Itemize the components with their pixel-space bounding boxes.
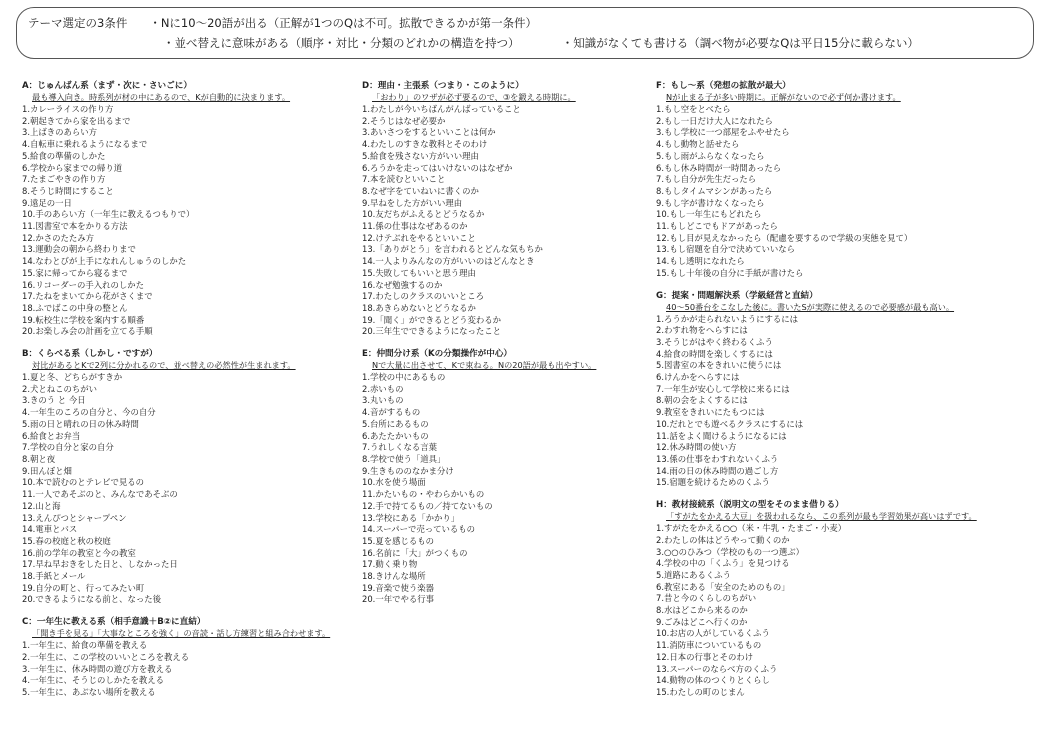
section-title: B：くらべる系（しかし・ですが） xyxy=(22,349,158,360)
theme-item: 12.もし目が見えなかったら（配慮を要するので学級の実態を見て） xyxy=(656,232,913,243)
theme-item: 14.スーパーで売っているもの xyxy=(362,524,475,535)
theme-item: 8.水はどこから来るのか xyxy=(656,605,748,616)
theme-item: 13.スーパーのならべ方のくふう xyxy=(656,663,778,674)
theme-item: 9.生きもののなかま分け xyxy=(362,465,454,476)
theme-item: 10.だれとでも遊べるクラスにするには xyxy=(656,418,804,429)
theme-section xyxy=(22,616,362,699)
theme-item: 15.夏を感じるもの xyxy=(362,535,434,546)
theme-item: 9.ごみはどこへ行くのか xyxy=(656,616,748,627)
theme-item: 9.もし字が書けなくなったら xyxy=(656,197,765,208)
theme-item: 16.前の学年の教室と今の教室 xyxy=(22,547,136,558)
section-title: G：提案・問題解決系（学級経営と直結） xyxy=(656,290,818,301)
theme-item: 5.道路にあるくふう xyxy=(656,569,731,580)
theme-item: 15.春の校庭と秋の校庭 xyxy=(22,535,111,546)
theme-item: 11.係の仕事はなぜあるのか xyxy=(362,221,468,232)
theme-item: 4.給食の時間を楽しくするには xyxy=(656,348,773,359)
theme-item: 11.かたいもの・やわらかいもの xyxy=(362,489,485,500)
theme-item: 16.リコーダーの手入れのしかた xyxy=(22,279,145,290)
theme-section xyxy=(656,290,1036,490)
theme-item: 18.あきらめないとどうなるか xyxy=(362,302,476,313)
theme-item: 14.一人よりみんなの方がいいのはどんなとき xyxy=(362,256,535,267)
theme-item: 15.わたしの町のじまん xyxy=(656,686,745,697)
theme-item: 10.友だちがふえるとどうなるか xyxy=(362,209,485,220)
theme-item: 6.教室にある「安全のためのもの」 xyxy=(656,581,790,592)
theme-item: 6.もし休み時間が一時間あったら xyxy=(656,162,782,173)
theme-item: 2.もし一日だけ大人になれたら xyxy=(656,115,773,126)
theme-section xyxy=(362,348,702,606)
theme-item: 5.図書室の本をきれいに使うには xyxy=(656,360,782,371)
theme-item: 15.家に帰ってから寝るまで xyxy=(22,267,128,278)
column-3 xyxy=(656,80,1036,709)
theme-item: 4.もし動物と話せたら xyxy=(656,139,740,150)
theme-section xyxy=(656,80,1036,280)
theme-item: 7.昔と今のくらしのちがい xyxy=(656,593,757,604)
theme-item: 20.三年生でできるようになったこと xyxy=(362,326,501,337)
condition-2: ・並べ替えに意味がある（順序・対比・分類のどれかの構造を持つ） xyxy=(163,36,514,50)
theme-item: 12.かさのたたみ方 xyxy=(22,232,94,243)
theme-item: 3.きのう と 今日 xyxy=(22,395,86,406)
theme-item: 7.もし自分が先生だったら xyxy=(656,174,757,185)
theme-item: 19.音楽で使う楽器 xyxy=(362,582,434,593)
theme-item: 20.できるようになる前と、なった後 xyxy=(22,594,161,605)
theme-item: 8.朝と夜 xyxy=(22,453,56,464)
theme-item: 12.日本の行事とそのわけ xyxy=(656,651,754,662)
theme-item: 4.音がするもの xyxy=(362,407,421,418)
theme-item: 7.うれしくなる言葉 xyxy=(362,442,437,453)
theme-item: 3.あいさつをするといいことは何か xyxy=(362,127,496,138)
theme-item: 4.自転車に乗れるようになるまで xyxy=(22,139,148,150)
theme-item: 3.そうじがはやく終わるくふう xyxy=(656,336,773,347)
theme-item: 6.ろうかを走ってはいけないのはなぜか xyxy=(362,162,513,173)
section-note: 「聞き手を見る」「大事なところを強く」の音読・話し方練習と組み合わせます。 xyxy=(32,628,331,639)
theme-item: 16.なぜ勉強するのか xyxy=(362,279,443,290)
theme-item: 18.ふでばこの中身の整とん xyxy=(22,302,128,313)
theme-item: 2.一年生に、この学校のいいところを教える xyxy=(22,651,190,662)
theme-item: 3.一年生に、休み時間の遊び方を教える xyxy=(22,663,173,674)
section-title: H：教材接続系（説明文の型をそのまま借りる） xyxy=(656,500,844,511)
theme-item: 1.ろうかが走られないようにするには xyxy=(656,313,798,324)
section-note: Nが止まる子が多い時期に。正解がないので必ず何か書けます。 xyxy=(666,92,901,102)
conditions-title: テーマ選定の3条件 xyxy=(28,16,128,30)
theme-item: 5.給食の準備のしかた xyxy=(22,150,106,161)
theme-item: 2.そうじはなぜ必要か xyxy=(362,115,446,126)
theme-item: 2.わたしの体はどうやって動くのか xyxy=(656,534,790,545)
section-title: D：理由・主張系（つまり・このように） xyxy=(362,81,524,91)
theme-item: 8.朝の会をよくするには xyxy=(656,395,748,406)
theme-item: 19.「聞く」ができるとどう変わるか xyxy=(362,314,501,325)
theme-item: 7.一年生が安心して学校に来るには xyxy=(656,383,790,394)
theme-item: 20.一年でやる行事 xyxy=(362,594,434,605)
theme-item: 14.なわとびが上手になれんしゅうのしかた xyxy=(22,256,187,267)
theme-item: 8.そうじ時間にすること xyxy=(22,185,114,196)
theme-item: 12.山と海 xyxy=(22,500,61,511)
condition-3: ・知識がなくても書ける（調べ物が必要なQは平日15分に載らない） xyxy=(561,36,919,50)
theme-item: 13.係の仕事をわすれないくふう xyxy=(656,453,779,464)
theme-item: 13.学校にある「かかり」 xyxy=(362,512,460,523)
theme-item: 13.運動会の朝から終わりまで xyxy=(22,244,136,255)
theme-item: 8.学校で使う「道具」 xyxy=(362,453,446,464)
theme-item: 9.教室をきれいにたもつには xyxy=(656,407,765,418)
section-note: 40～50番台をこなした後に。書いたSが実際に使えるので必要感が最も高い。 xyxy=(666,301,955,312)
theme-item: 9.遠足の一日 xyxy=(22,197,72,208)
theme-item: 1.わたしが今いちばんがんばっていること xyxy=(362,104,521,114)
theme-item: 13.「ありがとう」を言われるとどんな気もちか xyxy=(362,244,543,255)
theme-item: 4.学校の中の「くふう」を見つける xyxy=(656,558,790,569)
conditions-box xyxy=(16,7,1034,59)
theme-item: 6.学校から家までの帰り道 xyxy=(22,162,123,173)
theme-item: 7.たまごやきの作り方 xyxy=(22,174,106,185)
theme-item: 12.けテぶれをやるといいこと xyxy=(362,232,476,243)
theme-item: 10.本で読むのとテレビで見るの xyxy=(22,477,145,488)
theme-item: 10.手のあらい方（一年生に教えるつもりで） xyxy=(22,209,195,220)
theme-item: 3.もし学校に一つ部屋をふやせたら xyxy=(656,127,790,138)
theme-item: 10.もし一年生にもどれたら xyxy=(656,209,762,220)
theme-item: 17.動く乗り物 xyxy=(362,559,418,570)
theme-item: 6.給食とお弁当 xyxy=(22,430,81,441)
theme-item: 19.自分の町と、行ってみたい町 xyxy=(22,582,145,593)
theme-item: 8.もしタイムマシンがあったら xyxy=(656,185,773,196)
theme-item: 14.動物の体のつくりとくらし xyxy=(656,675,770,686)
section-title: E：仲間分け系（Kの分類操作が中心） xyxy=(362,349,513,360)
theme-item: 15.もし十年後の自分に手紙が書けたら xyxy=(656,267,804,278)
theme-item: 11.話をよく聞けるようになるには xyxy=(656,430,787,441)
theme-item: 10.水を使う場面 xyxy=(362,477,426,488)
theme-section xyxy=(362,80,702,338)
theme-item: 6.けんかをへらすには xyxy=(656,372,740,383)
theme-item: 1.一年生に、給食の準備を教える xyxy=(22,640,148,651)
theme-section xyxy=(22,348,362,606)
section-note: 「すがたをかえる大豆」を扱われるなら、この系列が最も学習効果が高いはずです。 xyxy=(666,511,977,522)
theme-item: 1.学校の中にあるもの xyxy=(362,372,446,383)
theme-section xyxy=(22,80,362,338)
theme-item: 10.お店の人がしているくふう xyxy=(656,628,770,639)
theme-item: 1.カレーライスの作り方 xyxy=(22,104,114,114)
section-note: 対比があるとKで2列に分かれるので、並べ替えの必然性が生まれます。 xyxy=(32,360,296,371)
theme-item: 2.わすれ物をへらすには xyxy=(656,325,748,336)
theme-item: 11.一人であそぶのと、みんなであそぶの xyxy=(22,489,178,500)
theme-item: 4.わたしのすきな教科とそのわけ xyxy=(362,139,488,150)
column-1 xyxy=(22,80,362,709)
theme-item: 14.電車とバス xyxy=(22,524,78,535)
theme-item: 18.きけんな場所 xyxy=(362,571,426,582)
theme-item: 8.なぜ字をていねいに書くのか xyxy=(362,185,479,196)
theme-item: 1.夏と冬、どちらがすきか xyxy=(22,372,123,383)
theme-section xyxy=(656,499,1036,699)
theme-item: 4.一年生に、そうじのしかたを教える xyxy=(22,675,164,686)
theme-item: 13.もし宿題を自分で決めていいなら xyxy=(656,244,795,255)
theme-item: 12.手で持てるもの／持てないもの xyxy=(362,500,493,511)
theme-item: 1.すがたをかえる○○（米・牛乳・たまご・小麦） xyxy=(656,523,847,534)
theme-item: 13.えんぴつとシャープペン xyxy=(22,512,127,523)
theme-item: 6.あたたかいもの xyxy=(362,430,429,441)
theme-item: 5.雨の日と晴れの日の休み時間 xyxy=(22,418,139,429)
theme-item: 5.もし雨がふらなくなったら xyxy=(656,150,765,161)
section-note: 「おわり」のワザが必ず要るので、③を鍛える時期に。 xyxy=(372,92,576,102)
section-title: C：一年生に教える系（相手意識＋B②に直結） xyxy=(22,617,206,628)
theme-item: 18.手紙とメール xyxy=(22,571,86,582)
theme-item: 5.一年生に、あぶない場所を教える xyxy=(22,686,156,697)
conditions-line-1 xyxy=(28,14,537,33)
theme-item: 15.宿題を続けるためのくふう xyxy=(656,477,770,488)
theme-item: 11.図書室で本をかりる方法 xyxy=(22,221,128,232)
theme-item: 2.犬とねこのちがい xyxy=(22,383,97,394)
theme-item: 9.田んぼと畑 xyxy=(22,465,72,476)
theme-item: 2.朝起きてから家を出るまで xyxy=(22,115,131,126)
theme-item: 9.早ねをした方がいい理由 xyxy=(362,197,463,208)
theme-item: 17.たねをまいてから花がさくまで xyxy=(22,291,153,302)
conditions-line-2 xyxy=(163,34,919,53)
theme-item: 16.名前に「大」がつくもの xyxy=(362,547,468,558)
theme-item: 7.本を読むといいこと xyxy=(362,174,446,185)
section-title: F：もし～系（発想の拡散が最大） xyxy=(656,81,791,91)
theme-item: 2.赤いもの xyxy=(362,383,404,394)
theme-item: 7.学校の自分と家の自分 xyxy=(22,442,114,453)
theme-item: 14.雨の日の休み時間の過ごし方 xyxy=(656,465,779,476)
theme-item: 5.台所にあるもの xyxy=(362,418,429,429)
condition-1: ・Nに10～20語が出る（正解が1つのQは不可。拡散できるかが第一条件） xyxy=(149,16,538,30)
section-title: A：じゅんばん系（まず・次に・さいごに） xyxy=(22,81,192,91)
theme-item: 19.転校生に学校を案内する順番 xyxy=(22,314,145,325)
theme-item: 14.もし透明になれたら xyxy=(656,256,745,267)
theme-item: 17.早ね早おきをした日と、しなかった日 xyxy=(22,559,178,570)
theme-item: 11.もしどこでもドアがあったら xyxy=(656,221,778,232)
theme-item: 15.失敗してもいいと思う理由 xyxy=(362,267,476,278)
section-note: 最も導入向き。時系列が材の中にあるので、Kが自動的に決まります。 xyxy=(32,92,291,102)
theme-item: 1.もし空をとべたら xyxy=(656,104,731,114)
theme-item: 20.お楽しみ会の計画を立てる手順 xyxy=(22,326,153,337)
theme-item: 12.休み時間の使い方 xyxy=(656,442,737,453)
theme-item: 4.一年生のころの自分と、今の自分 xyxy=(22,407,156,418)
theme-item: 3.○○のひみつ（学校のもの一つ選ぶ） xyxy=(656,546,805,557)
theme-item: 3.上ばきのあらい方 xyxy=(22,127,97,138)
section-note: Nで大量に出させて、Kで束ねる。Nの20語が最も出やすい。 xyxy=(372,360,597,371)
theme-item: 17.わたしのクラスのいいところ xyxy=(362,291,484,302)
theme-item: 5.給食を残さない方がいい理由 xyxy=(362,150,479,161)
theme-item: 3.丸いもの xyxy=(362,395,404,406)
theme-item: 11.消防車についているもの xyxy=(656,640,762,651)
column-2 xyxy=(362,80,702,616)
